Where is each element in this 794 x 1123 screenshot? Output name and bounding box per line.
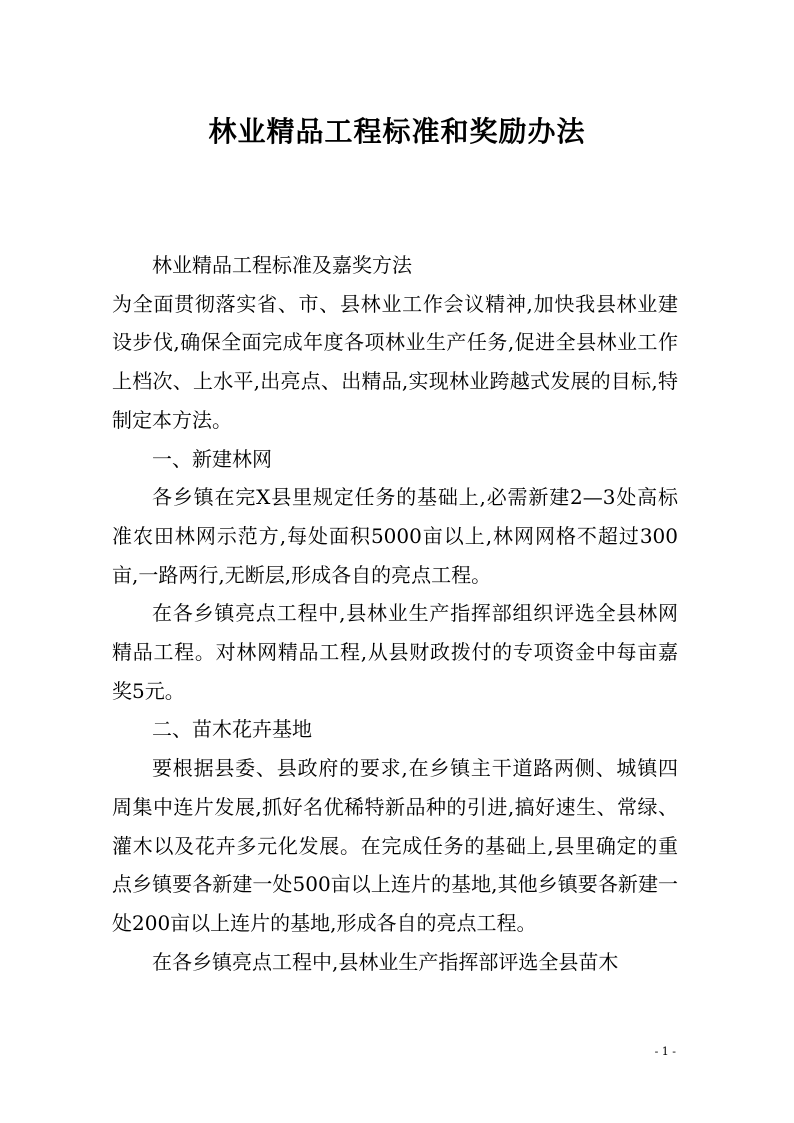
section-heading-1: 一、新建林网 — [152, 446, 272, 471]
body-paragraph: 在各乡镇亮点工程中,县林业生产指挥部组织评选全县林网精品工程。对林网精品工程,从县财政拨付的专项资金中每亩嘉奖5元。 — [112, 601, 678, 703]
document-body — [112, 246, 678, 981]
page-number: - 1 - — [654, 1045, 676, 1058]
body-paragraph: 各乡镇在完X县里规定任务的基础上,必需新建2—3处高标准农田林网示范方,每处面积5000亩以上,林网网格不超过300亩,一路两行,无断层,形成各自的亮点工程。 — [112, 485, 678, 587]
body-paragraph: 在各乡镇亮点工程中,县林业生产指挥部评选全县苗木 — [152, 949, 619, 974]
subtitle-paragraph: 林业精品工程标准及嘉奖方法 — [152, 253, 412, 277]
body-paragraph: 要根据县委、县政府的要求,在乡镇主干道路两侧、城镇四周集中连片发展,抓好名优稀特新品种的引进,搞好速生、常绿、灌木以及花卉多元化发展。在完成任务的基础上,县里确定的重点乡镇要各新建一处500亩以上连片的基地,其他乡镇要各新建一处200亩以上连片的基地,形成各自的亮点工程。 — [112, 756, 678, 935]
intro-paragraph: 为全面贯彻落实省、市、县林业工作会议精神,加快我县林业建设步伐,确保全面完成年度各项林业生产任务,促进全县林业工作上档次、上水平,出亮点、出精品,实现林业跨越式发展的目标,特制定本方法。 — [112, 291, 678, 432]
document-title: 林业精品工程标准和奖励办法 — [208, 115, 586, 148]
section-heading-2: 二、苗木花卉基地 — [152, 717, 312, 742]
